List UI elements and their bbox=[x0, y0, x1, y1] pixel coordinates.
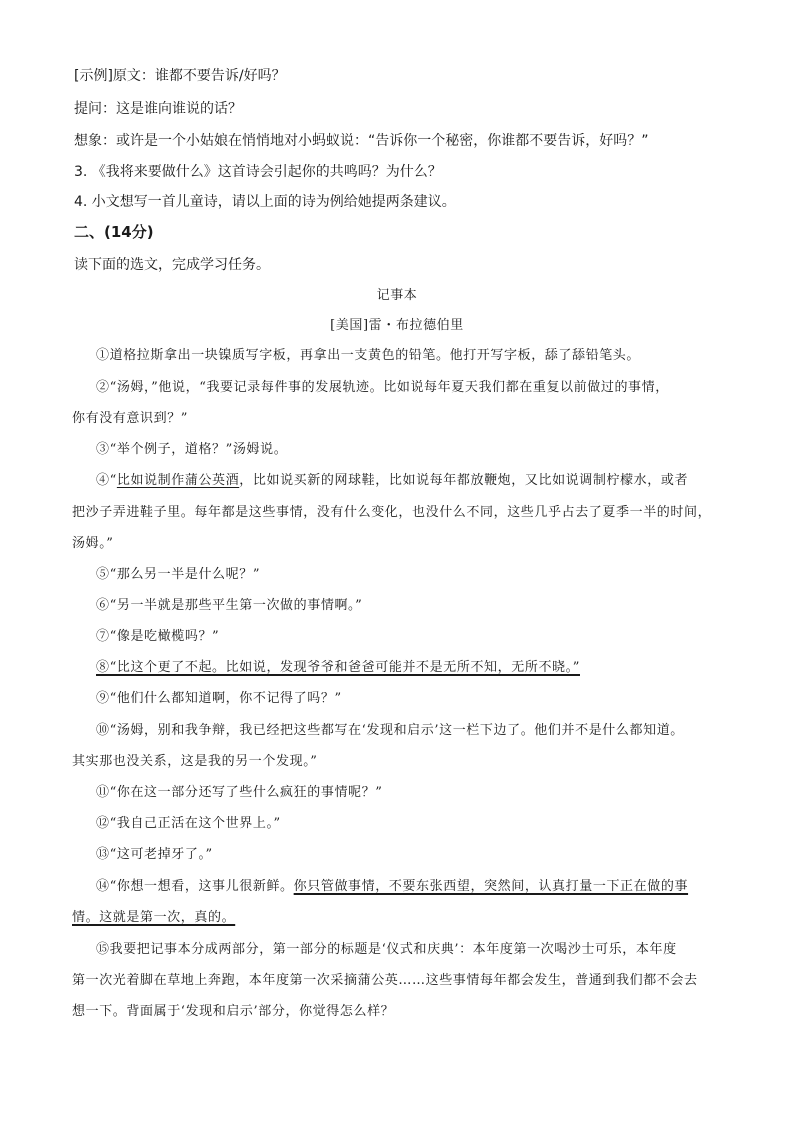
paragraph-10-line-1: ⑩“汤姆，别和我争辩，我已经把这些都写在‘发现和启示’这一栏下边了。他们并不是什么都知道。 bbox=[96, 723, 684, 738]
section-instruction: 读下面的选文，完成学习任务。 bbox=[74, 257, 270, 273]
imagine-line: 想象：或许是一个小姑娘在悄悄地对小蚂蚁说：“告诉你一个秘密，你谁都不要告诉，好吗？” bbox=[74, 133, 649, 149]
paragraph-7: ⑦“像是吃橄榄吗？” bbox=[96, 629, 220, 644]
paragraph-11: ⑪“你在这一部分还写了些什么疯狂的事情呢？” bbox=[96, 785, 383, 800]
underlined-sentence-14: 你只管做事情，不要东张西望，突然间，认真打量一下正在做的事 bbox=[293, 879, 689, 894]
paragraph-15-line-3: 想一下。背面属于‘发现和启示’部分，你觉得怎么样？ bbox=[72, 1004, 395, 1019]
paragraph-14-line-2 bbox=[72, 908, 235, 928]
paragraph-4-rest: ，比如说买新的网球鞋，比如说每年都放鞭炮，又比如说调制柠檬水，或者 bbox=[239, 473, 689, 488]
paragraph-4-line-1 bbox=[96, 471, 688, 491]
paragraph-2-line-1: ②“汤姆，”他说，“我要记录每件事的发展轨迹。比如说每年夏天我们都在重复以前做过的事情， bbox=[96, 380, 669, 395]
question-3: 3. 《我将来要做什么》这首诗会引起你的共鸣吗？为什么？ bbox=[74, 164, 442, 180]
story-author: [美国]雷・布拉德伯里 bbox=[330, 318, 464, 333]
example-line: [示例]原文：谁都不要告诉/好吗？ bbox=[74, 68, 286, 84]
underlined-phrase: 比如说制作蒲公英酒 bbox=[116, 473, 240, 488]
paragraph-15-line-1: ⑮我要把记事本分成两部分，第一部分的标题是‘仪式和庆典’：本年度第一次喝沙士可乐，本年度 bbox=[96, 942, 677, 957]
underlined-sentence-14-end: 情。这就是第一次，真的。 bbox=[72, 910, 236, 925]
question-4: 4. 小文想写一首儿童诗，请以上面的诗为例给她提两条建议。 bbox=[74, 194, 456, 210]
paragraph-6: ⑥“另一半就是那些平生第一次做的事情啊。” bbox=[96, 598, 363, 613]
paragraph-15-line-2: 第一次光着脚在草地上奔跑，本年度第一次采摘蒲公英……这些事情每年都会发生，普通到我们都不会去 bbox=[72, 973, 698, 988]
paragraph-14-line-1 bbox=[96, 877, 688, 897]
story-title: 记事本 bbox=[376, 288, 418, 303]
underlined-sentence-8: ⑧“比这个更了不起。比如说，发现爷爷和爸爸可能并不是无所不知，无所不晓。” bbox=[96, 660, 580, 675]
paragraph-3: ③“举个例子，道格？”汤姆说。 bbox=[96, 442, 288, 457]
section-heading: 二、(14分) bbox=[74, 223, 154, 241]
paragraph-9: ⑨“他们什么都知道啊，你不记得了吗？” bbox=[96, 691, 342, 706]
paragraph-5: ⑤“那么另一半是什么呢？” bbox=[96, 567, 261, 582]
paragraph-13: ⑬“这可老掉牙了。” bbox=[96, 847, 213, 862]
paragraph-4-open: ④“ bbox=[96, 473, 117, 488]
paragraph-8 bbox=[96, 658, 580, 678]
question-line: 提问：这是谁向谁说的话？ bbox=[74, 101, 242, 117]
paragraph-12: ⑫“我自己正活在这个世界上。” bbox=[96, 816, 281, 831]
paragraph-14-open: ⑭“你想一想看，这事儿很新鲜。 bbox=[96, 879, 294, 894]
paragraph-2-line-2: 你有没有意识到？” bbox=[72, 411, 189, 426]
paragraph-10-line-2: 其实那也没关系，这是我的另一个发现。” bbox=[72, 754, 318, 769]
paragraph-1: ①道格拉斯拿出一块镍质写字板，再拿出一支黄色的铅笔。他打开写字板，舔了舔铅笔头。 bbox=[96, 348, 641, 363]
paragraph-4-line-3: 汤姆。” bbox=[72, 536, 114, 551]
paragraph-4-line-2: 把沙子弄进鞋子里。每年都是这些事情，没有什么变化，也没什么不同，这些几乎占去了夏季一半的时间， bbox=[72, 505, 712, 520]
